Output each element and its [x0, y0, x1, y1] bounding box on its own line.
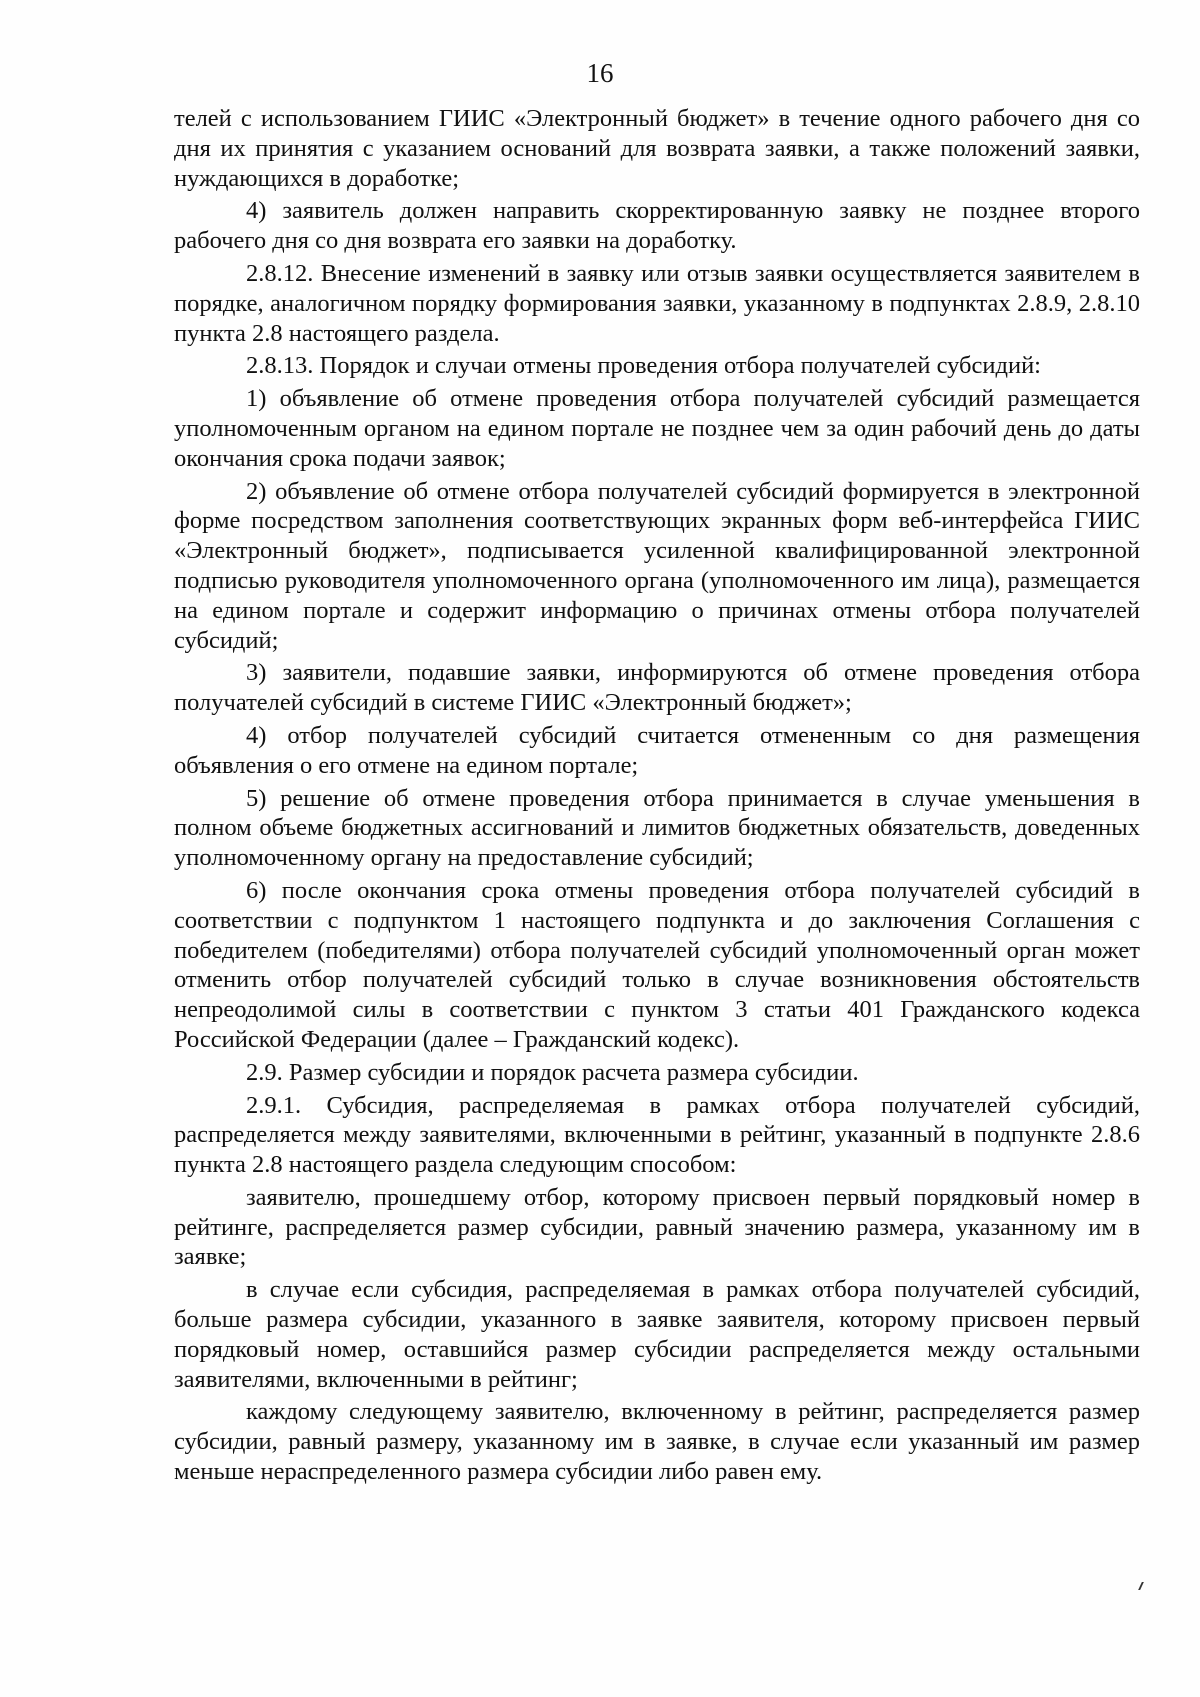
- paragraph-item-1-announcement: 1) объявление об отмене проведения отбора получателей субсидий размещается уполномоченным органом на едином портале не позднее чем за один рабочий день до даты окончания срока подачи заявок;: [174, 385, 1140, 472]
- paragraph-item-4-selection-cancelled: 4) отбор получателей субсидий считается отмененным со дня размещения объявления о его отмене на едином портале;: [174, 721, 1140, 779]
- paragraph-2-8-12: 2.8.12. Внесение изменений в заявку или отзыв заявки осуществляется заявителем в порядке, аналогичном порядку формирования заявки, указанному в подпунктах 2.8.9, 2.8.10 пункта 2.8 настоящего раздела.: [174, 259, 1140, 347]
- paragraph-item-4-correction: 4) заявитель должен направить скорректированную заявку не позднее второго рабочего дня со дня возврата его заявки на доработку.: [174, 197, 1140, 255]
- paragraph-continuation: телей с использованием ГИИС «Электронный бюджет» в течение одного рабочего дня со дня их принятия с указанием оснований для возврата заявки, а также положений заявки, нуждающихся в доработке;: [174, 105, 1140, 192]
- paragraph-first-applicant: заявителю, прошедшему отбор, которому присвоен первый порядковый номер в рейтинге, распределяется размер субсидии, равный значению размера, указанному им в заявке;: [174, 1183, 1140, 1271]
- scan-mark: [1138, 1582, 1148, 1590]
- page-number: 16: [586, 58, 614, 88]
- paragraph-item-5-cancellation-decision: 5) решение об отмене проведения отбора принимается в случае уменьшения в полном объеме бюджетных ассигнований и лимитов бюджетных обязательств, доведенных уполномоченному органу на предоставление субсидий;: [174, 784, 1140, 872]
- paragraph-item-3-applicants-informed: 3) заявители, подавшие заявки, информируются об отмене проведения отбора получателей субсидий в системе ГИИС «Электронный бюджет»;: [174, 659, 1140, 717]
- paragraph-remaining-subsidy: в случае если субсидия, распределяемая в рамках отбора получателей субсидий, больше размера субсидии, указанного в заявке заявителя, которому присвоен первый порядковый номер, оставшийся размер субсидии распределяется между остальными заявителями, включенными в рейтинг;: [174, 1276, 1140, 1393]
- paragraph-2-9: 2.9. Размер субсидии и порядок расчета размера субсидии.: [246, 1058, 859, 1086]
- document-body: [174, 104, 1140, 1487]
- paragraph-item-2-announcement-form: 2) объявление об отмене отбора получателей субсидий формируется в электронной форме посредством заполнения соответствующих экранных форм веб-интерфейса ГИИС «Электронный бюджет», подписывается усиленной квалифицированной электронной подписью руководителя уполномоченного органа (уполномоченного им лица), размещается на едином портале и содержит информацию о причинах отмены отбора получателей субсидий;: [174, 477, 1140, 654]
- paragraph-2-8-13: 2.8.13. Порядок и случаи отмены проведения отбора получателей субсидий:: [246, 352, 1041, 380]
- paragraph-item-6-force-majeure: 6) после окончания срока отмены проведения отбора получателей субсидий в соответствии с подпунктом 1 настоящего подпункта и до заключения Соглашения с победителем (победителями) отбора получателей субсидий уполномоченный орган может отменить отбор получателей субсидий только в случае возникновения обстоятельств непреодолимой силы в соответствии с пунктом 3 статьи 401 Гражданского кодекса Российской Федерации (далее – Гражданский кодекс).: [174, 876, 1140, 1053]
- paragraph-next-applicant: каждому следующему заявителю, включенному в рейтинг, распределяется размер субсидии, равный размеру, указанному им в заявке, в случае если указанный им размер меньше нераспределенного размера субсидии либо равен ему.: [174, 1398, 1140, 1486]
- paragraph-2-9-1: 2.9.1. Субсидия, распределяемая в рамках отбора получателей субсидий, распределяется между заявителями, включенными в рейтинг, указанный в подпункте 2.8.6 пункта 2.8 настоящего раздела следующим способом:: [174, 1091, 1140, 1179]
